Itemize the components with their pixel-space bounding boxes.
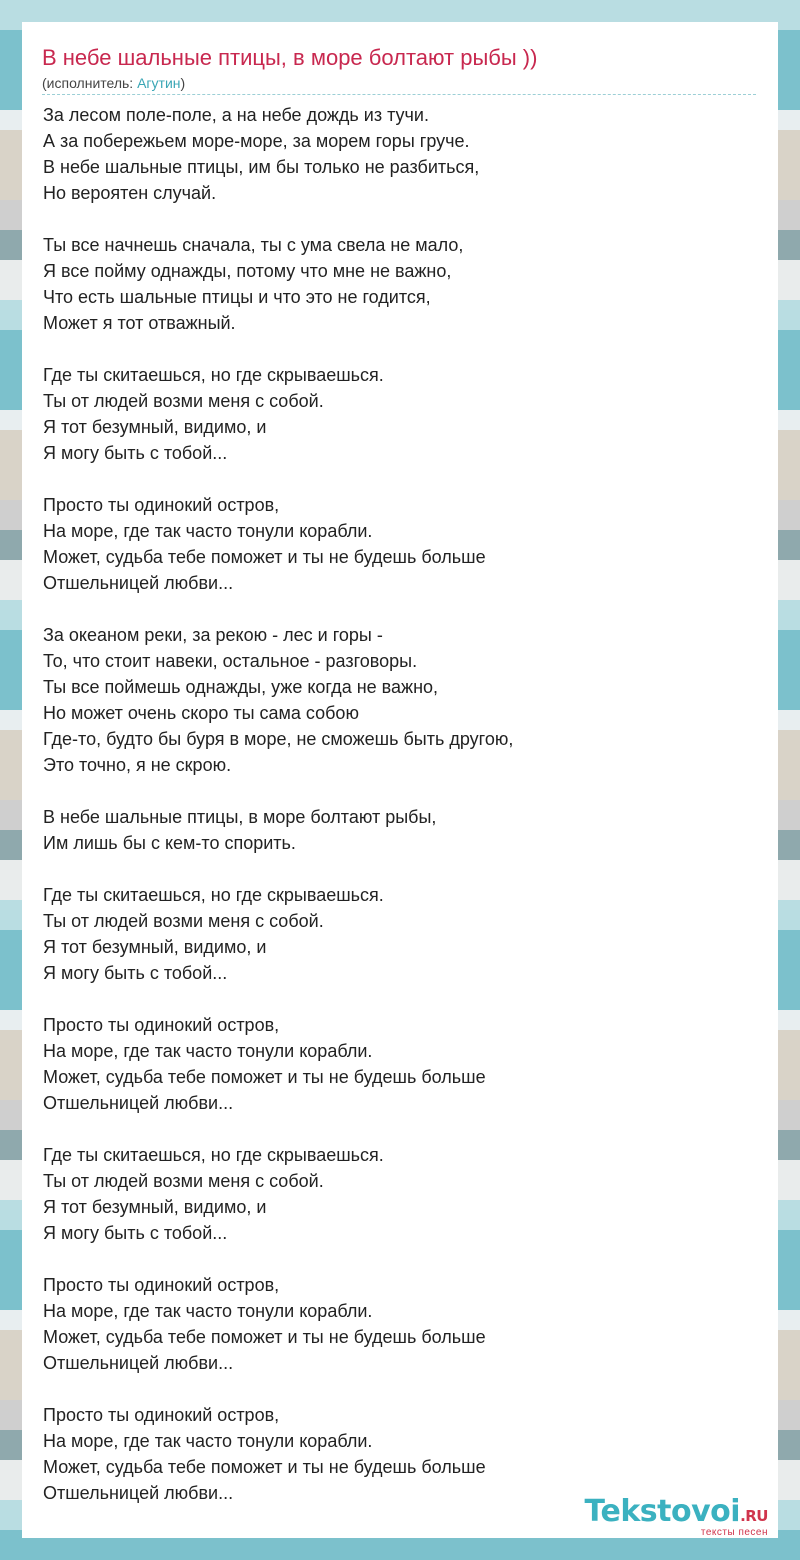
- lyrics-line: Я могу быть с тобой...: [43, 443, 228, 463]
- lyrics-line: На море, где так часто тонули корабли.: [43, 1431, 373, 1451]
- lyrics-stanza: [43, 622, 513, 778]
- lyrics-line: За лесом поле-поле, а на небе дождь из тучи.: [43, 105, 429, 125]
- lyrics-line: Я тот безумный, видимо, и: [43, 1197, 267, 1217]
- lyrics-line: Отшельницей любви...: [43, 1353, 234, 1373]
- lyrics-line: Я тот безумный, видимо, и: [43, 937, 267, 957]
- lyrics-line: Где ты скитаешься, но где скрываешься.: [43, 885, 384, 905]
- lyrics-line: Ты все поймешь однажды, уже когда не важно,: [43, 677, 439, 697]
- title-divider: [42, 94, 756, 95]
- lyrics-stanza: [43, 1012, 513, 1116]
- lyrics-line: Но вероятен случай.: [43, 183, 217, 203]
- lyrics-line: Где-то, будто бы буря в море, не сможешь быть другою,: [43, 729, 514, 749]
- lyrics-card: [22, 22, 778, 1538]
- lyrics-line: Я могу быть с тобой...: [43, 1223, 228, 1243]
- artist-line: [42, 75, 185, 91]
- logo-main-text: Tekstovoi: [584, 1494, 741, 1529]
- lyrics-line: Может я тот отважный.: [43, 313, 236, 333]
- lyrics-line: Ты все начнешь сначала, ты с ума свела не мало,: [43, 235, 464, 255]
- lyrics-line: Но может очень скоро ты сама собою: [43, 703, 359, 723]
- lyrics-line: Может, судьба тебе поможет и ты не будешь больше: [43, 1457, 486, 1477]
- lyrics-line: Я тот безумный, видимо, и: [43, 417, 267, 437]
- lyrics-line: В небе шальные птицы, им бы только не разбиться,: [43, 157, 480, 177]
- lyrics-line: Ты от людей возми меня с собой.: [43, 1171, 324, 1191]
- artist-prefix: (исполнитель:: [42, 75, 138, 91]
- lyrics-line: Отшельницей любви...: [43, 1093, 234, 1113]
- lyrics-line: А за побережьем море-море, за морем горы груче.: [43, 131, 470, 151]
- lyrics-stanza: [43, 882, 513, 986]
- lyrics-line: Им лишь бы с кем-то спорить.: [43, 833, 296, 853]
- artist-link[interactable]: Агутин: [137, 75, 181, 91]
- lyrics-line: На море, где так часто тонули корабли.: [43, 1041, 373, 1061]
- lyrics-line: Что есть шальные птицы и что это не годится,: [43, 287, 431, 307]
- lyrics-line: Отшельницей любви...: [43, 573, 234, 593]
- lyrics-line: Это точно, я не скрою.: [43, 755, 232, 775]
- lyrics-stanza: [43, 232, 513, 336]
- lyrics-stanza: [43, 362, 513, 466]
- lyrics-stanza: [43, 1402, 513, 1506]
- lyrics-line: Я все пойму однажды, потому что мне не важно,: [43, 261, 452, 281]
- lyrics-line: Просто ты одинокий остров,: [43, 1405, 280, 1425]
- lyrics-line: Я могу быть с тобой...: [43, 963, 228, 983]
- lyrics-line: На море, где так часто тонули корабли.: [43, 521, 373, 541]
- lyrics-line: Может, судьба тебе поможет и ты не будешь больше: [43, 547, 486, 567]
- lyrics-line: Просто ты одинокий остров,: [43, 1015, 280, 1035]
- lyrics-line: В небе шальные птицы, в море болтают рыбы,: [43, 807, 437, 827]
- lyrics-line: Отшельницей любви...: [43, 1483, 234, 1503]
- lyrics-line: Где ты скитаешься, но где скрываешься.: [43, 1145, 384, 1165]
- logo-tagline: тексты песен: [700, 1527, 768, 1538]
- lyrics-body: [43, 102, 513, 1532]
- lyrics-stanza: [43, 804, 513, 856]
- lyrics-stanza: [43, 1272, 513, 1376]
- lyrics-line: То, что стоит навеки, остальное - разговоры.: [43, 651, 418, 671]
- lyrics-line: Может, судьба тебе поможет и ты не будешь больше: [43, 1327, 486, 1347]
- lyrics-line: Просто ты одинокий остров,: [43, 495, 280, 515]
- lyrics-line: Ты от людей возми меня с собой.: [43, 911, 324, 931]
- artist-suffix: ): [180, 75, 186, 91]
- logo-tld-text: .RU: [740, 1507, 768, 1525]
- lyrics-line: За океаном реки, за рекою - лес и горы -: [43, 625, 383, 645]
- lyrics-line: Ты от людей возми меня с собой.: [43, 391, 324, 411]
- lyrics-line: Просто ты одинокий остров,: [43, 1275, 280, 1295]
- lyrics-line: Где ты скитаешься, но где скрываешься.: [43, 365, 384, 385]
- site-logo[interactable]: [585, 1495, 768, 1538]
- lyrics-line: Может, судьба тебе поможет и ты не будешь больше: [43, 1067, 486, 1087]
- song-title: В небе шальные птицы, в море болтают рыбы )): [42, 45, 538, 70]
- lyrics-stanza: [43, 102, 513, 206]
- lyrics-line: На море, где так часто тонули корабли.: [43, 1301, 373, 1321]
- lyrics-stanza: [43, 492, 513, 596]
- lyrics-stanza: [43, 1142, 513, 1246]
